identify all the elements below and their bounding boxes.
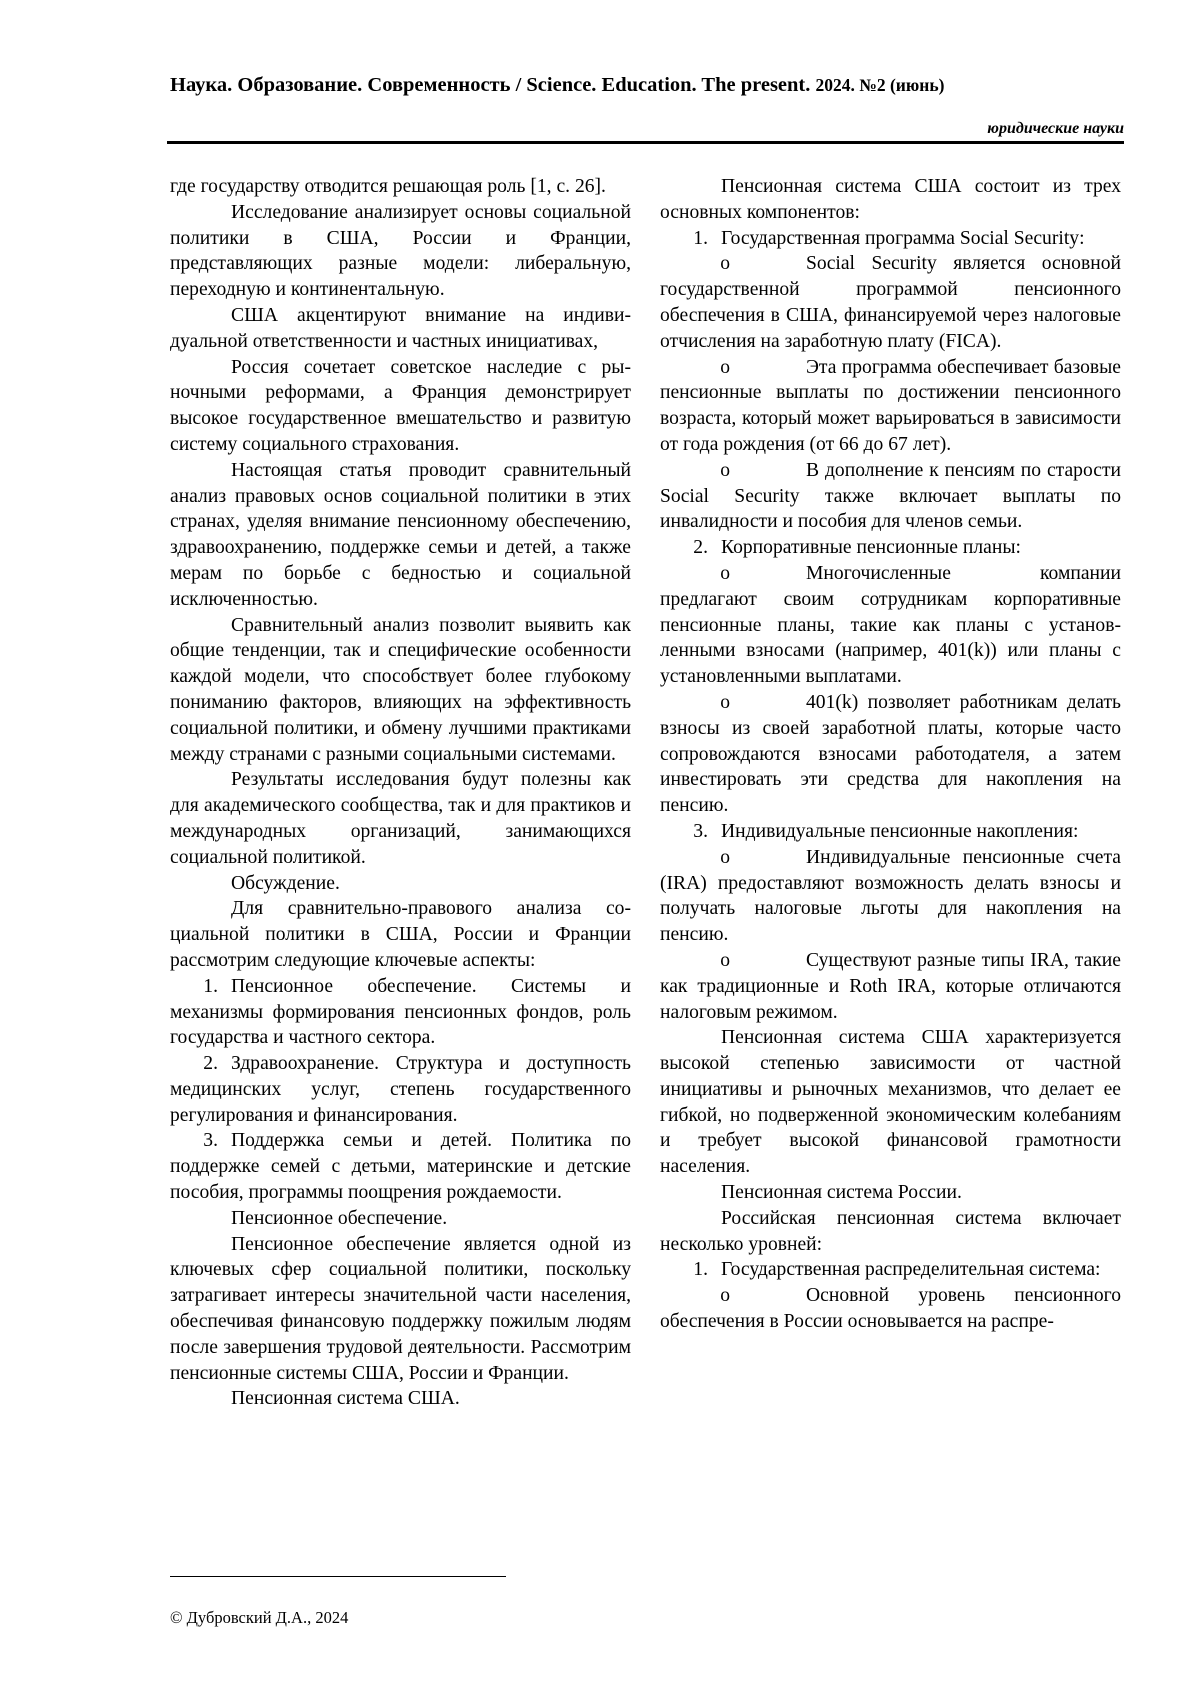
bullet-list-item [660, 690, 1121, 819]
paragraph: Настоящая статья проводит сравнительный анализ правовых основ социальной политики в этих странах, уделяя внимание пенсионному обеспечению, здравоохранению, поддержке семьи и детей, а также мерам по борьбе с бедностью и социальной исключенностью. [170, 459, 631, 610]
list-item-text: Здравоохранение. Структура и доступность медицинских услуг, степень государственного регулирования и финансирования. [170, 1053, 631, 1126]
list-item-text: Корпоративные пенсионные планы: [721, 537, 1021, 559]
list-item-text: Государственная распределительная система: [721, 1259, 1101, 1281]
list-item-text: Основной уровень пенсионного обеспечения в России основывается на распре- [660, 1285, 1121, 1333]
list-item-text: В дополнение к пенсиям по старости Social Security также включает выплаты по инвалидности и пособия для членов семьи. [660, 459, 1121, 533]
list-number: 1. [693, 227, 708, 249]
bullet-list-item [660, 355, 1121, 458]
section-heading: Обсуждение. [231, 872, 340, 894]
numbered-list-item [660, 819, 1121, 845]
bullet-icon: o [720, 253, 730, 275]
footnote-rule [170, 1576, 506, 1577]
paragraph: Россия сочетает советское наследие с рыночными реформами, а Франция демонстрирует высокое государственное вмешательство и развитую систему социального страхования. [170, 356, 631, 455]
list-item-text: Social Security является основной государственной программой пенсионного обеспечения в США, финансируемой через налоговые отчисления на заработную плату (FICA). [660, 253, 1121, 352]
bullet-list-item [660, 251, 1121, 354]
list-number: 3. [203, 1130, 218, 1152]
bullet-icon: o [720, 846, 730, 868]
list-item-text: 401(k) позволяет работникам делать взносы из своей заработной платы, которые часто сопровождаются взносами работодателя, а затем инвестировать эти средства для накопления на пенсию. [660, 691, 1121, 817]
bullet-list-item [660, 561, 1121, 690]
paragraph: Пенсионная система США характеризуется высокой степенью зависимости от частной инициативы и рыночных механизмов, что делает ее гибкой, но подверженной экономическим колебаниям и требует высокой финансовой грамотности населения. [660, 1027, 1121, 1178]
paragraph: Исследование анализирует основы социальной политики в США, России и Франции, представляющих разные модели: либеральную, переходную и континентальную. [170, 201, 631, 301]
list-item-text: Государственная программа Social Security: [721, 227, 1085, 249]
journal-name: Наука. Образование. Современность / Science. Education. The present. [170, 74, 811, 96]
list-item-text: Многочисленные компании предлагают своим сотрудникам корпоративные пенсионные планы, такие как планы с установленными взносами (например, 401(k)) или планы с установленными выплатами. [660, 562, 1121, 688]
list-item-text: Существуют разные типы IRA, такие как традиционные и Roth IRA, которые отличаются налоговым режимом. [660, 949, 1121, 1023]
numbered-list-item [170, 1051, 631, 1128]
bullet-icon: o [720, 356, 730, 378]
section-heading: Пенсионное обеспечение. [231, 1207, 448, 1229]
bullet-list-item [660, 845, 1121, 948]
header-rule [167, 141, 1124, 144]
paragraph: Результаты исследования будут полезны как для академического сообщества, так и для практиков и международных организаций, занимающихся социальной политикой. [170, 769, 631, 868]
paragraph: Сравнительный анализ позволит выявить как общие тенденции, так и специфические особенности каждой модели, что способствует более глубокому пониманию факторов, влияющих на эффективность социальной политики, и обмену лучшими практиками между странами с разными социальными системами. [170, 614, 631, 765]
bullet-icon: o [720, 562, 730, 584]
paragraph: где государству отводится решающая роль [1, с. 26]. [170, 176, 606, 197]
bullet-list-item [660, 948, 1121, 1025]
numbered-list-item [660, 1257, 1121, 1283]
list-number: 1. [203, 975, 218, 997]
paragraph: Российская пенсионная система включает несколько уровней: [660, 1207, 1121, 1255]
list-item-text: Индивидуальные пенсионные накопления: [721, 820, 1079, 842]
numbered-list-item [660, 535, 1121, 561]
list-number: 3. [693, 820, 708, 842]
list-number: 2. [203, 1053, 218, 1075]
list-item-text: Индивидуальные пенсионные счета (IRA) предоставляют возможность делать взносы и получать налоговые льготы для накопления на пенсию. [660, 846, 1121, 946]
copyright-footnote: © Дубровский Д.А., 2024 [170, 1608, 349, 1627]
list-item-text: Эта программа обеспечивает базовые пенсионные выплаты по достижении пенсионного возраста, который может варьироваться в зависимости от года рождения (от 66 до 67 лет). [660, 356, 1121, 455]
bullet-icon: o [720, 459, 730, 481]
numbered-list-item [170, 974, 631, 1051]
paragraph: Пенсионное обеспечение является одной из ключевых сфер социальной политики, поскольку затрагивает интересы значительной части населения, обеспечивая финансовую поддержку пожилым людям после завершения трудовой деятельности. Рассмотрим пенсионные системы США, России и Франции. [170, 1233, 631, 1384]
bullet-icon: o [720, 1285, 730, 1307]
journal-issue: 2024. №2 (июнь) [815, 75, 945, 95]
bullet-icon: o [720, 949, 730, 971]
numbered-list-item [660, 226, 1121, 252]
list-number: 2. [693, 537, 708, 559]
section-label: юридические науки [987, 120, 1124, 137]
paragraph: Для сравнительно-правового анализа социальной политики в США, России и Франции рассмотрим следующие ключевые аспекты: [170, 898, 631, 971]
paragraph: США акцентируют внимание на индивидуальной ответственности и частных инициативах, [170, 304, 631, 352]
list-item-text: Поддержка семьи и детей. Политика по поддержке семей с детьми, материнские и детские пособия, программы поощрения рождаемости. [170, 1130, 631, 1204]
journal-title [170, 72, 1130, 98]
paragraph: Пенсионная система США состоит из трех основных компонентов: [660, 176, 1121, 223]
section-heading: Пенсионная система России. [721, 1182, 962, 1204]
bullet-icon: o [720, 691, 730, 713]
list-number: 1. [693, 1259, 708, 1281]
bullet-list-item [660, 1283, 1121, 1335]
list-item-text: Пенсионное обеспечение. Системы и механизмы формирования пенсионных фондов, роль государства и частного сектора. [170, 975, 631, 1049]
bullet-list-item [660, 458, 1121, 535]
left-column [170, 174, 631, 1412]
numbered-list-item [170, 1128, 631, 1205]
section-heading: Пенсионная система США. [231, 1388, 460, 1410]
right-column [660, 174, 1121, 1335]
